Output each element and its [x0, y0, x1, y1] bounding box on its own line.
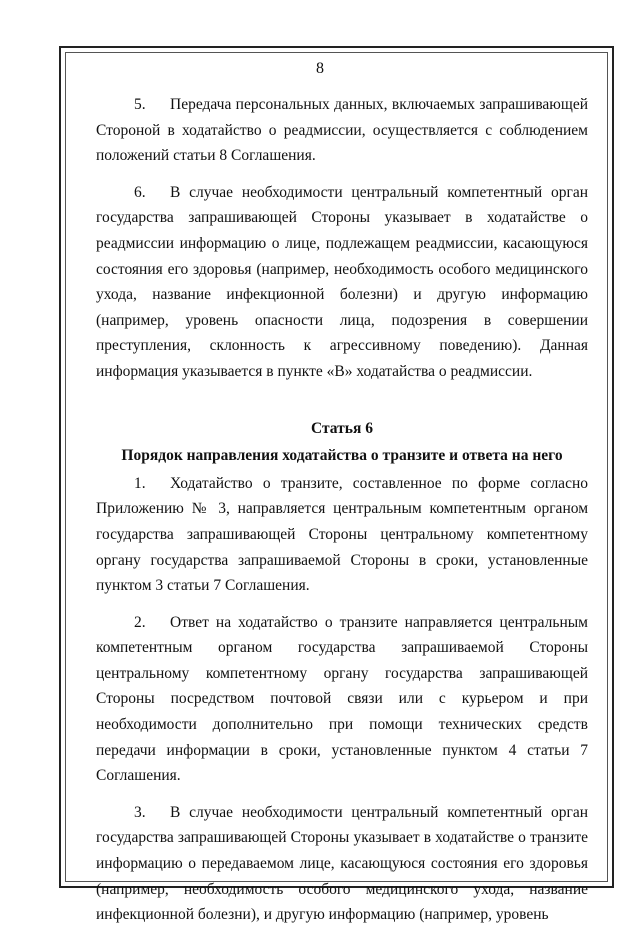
paragraph-number: 3. — [134, 803, 146, 821]
article-title: Статья 6 — [311, 419, 373, 437]
paragraph-number: 1. — [134, 474, 146, 492]
article-subtitle: Порядок направления ходатайства о транзите и ответа на него — [121, 447, 563, 465]
page-number: 8 — [316, 60, 324, 77]
document-body — [96, 92, 588, 928]
paragraph-6 — [96, 180, 588, 385]
paragraph-text: Ходатайство о транзите, составленное по форме согласно Приложению № 3, направляется центральным компетентным органом государства запрашивающей Стороны центральному компетентному органу государства запрашиваемой Стороны в сроки, установленные пунктом 3 статьи 7 Соглашения. — [96, 474, 588, 595]
paragraph-number: 6. — [134, 183, 146, 201]
paragraph-number: 2. — [134, 613, 146, 631]
paragraph-3 — [96, 800, 588, 928]
paragraph-text: Ответ на ходатайство о транзите направляется центральным компетентным органом государства запрашиваемой Стороны центральному компетентному органу государства запрашивающей Стороны посредством почтовой связи или с курьером и при необходимости дополнительно при помощи технических средств передачи информации в сроки, установленные пунктом 4 статьи 7 Соглашения. — [96, 613, 588, 785]
paragraph-2 — [96, 610, 588, 789]
paragraph-1 — [96, 471, 588, 599]
paragraph-text: В случае необходимости центральный компетентный орган государства запрашивающей Стороны указывает в ходатайстве о реадмиссии информацию о лице, подлежащем реадмиссии, касающуюся состояния его здоровья (например, необходимость особого медицинского ухода, название инфекционной болезни) и другую информацию (например, уровень опасности лица, подозрения в совершении преступления, склонность к агрессивному поведению). Данная информация указывается в пункте «В» ходатайства о реадмиссии. — [96, 183, 588, 380]
paragraph-5 — [96, 92, 588, 169]
paragraph-text: В случае необходимости центральный компетентный орган государства запрашивающей Стороны указывает в ходатайстве о транзите информацию о передаваемом лице, касающуюся состояния его здоровья (например, необходимость особого медицинского ухода, название инфекционной болезни), и другую информацию (например, уровень — [96, 803, 588, 924]
paragraph-text: Передача персональных данных, включаемых запрашивающей Стороной в ходатайство о реадмиссии, осуществляется с соблюдением положений статьи 8 Соглашения. — [96, 96, 588, 165]
paragraph-number: 5. — [134, 96, 146, 113]
